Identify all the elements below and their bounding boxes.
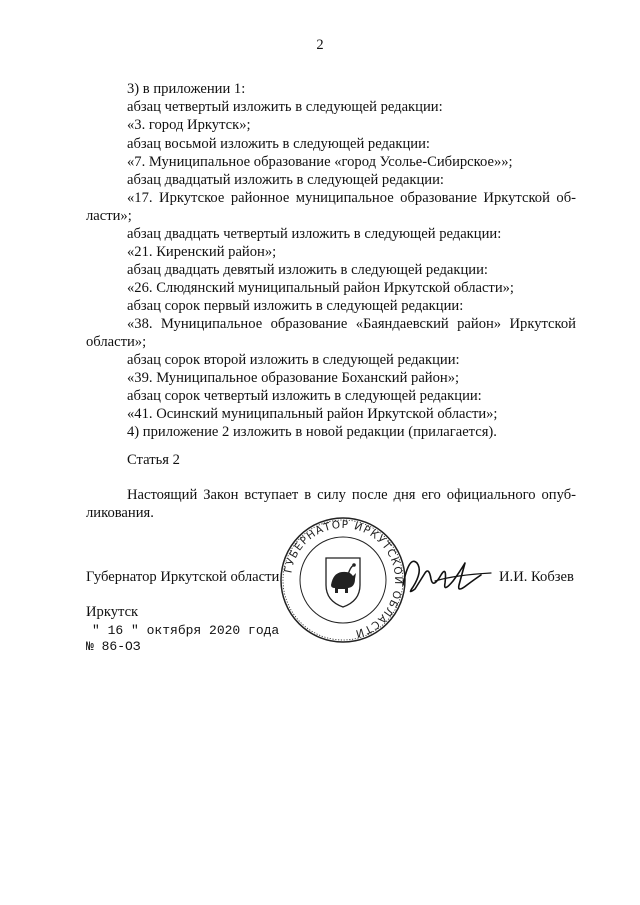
article-heading: Статья 2 <box>127 452 180 468</box>
body-line: «26. Слюдянский муниципальный район Иркутской области»; <box>127 280 514 296</box>
body-line: абзац двадцать девятый изложить в следующей редакции: <box>127 262 488 278</box>
governor-title: Губернатор Иркутской области <box>86 569 280 585</box>
body-line: абзац двадцатый изложить в следующей редакции: <box>127 172 444 188</box>
official-seal <box>278 515 408 645</box>
city: Иркутск <box>86 604 139 620</box>
date-line: " 16 " октября 2020 года <box>92 623 280 638</box>
body-line: абзац сорок первый изложить в следующей редакции: <box>127 298 464 314</box>
body-line: области»; <box>86 334 147 350</box>
body-line: ласти»; <box>86 208 132 224</box>
body-line: 3) в приложении 1: <box>127 81 246 97</box>
page-number: 2 <box>316 37 324 53</box>
closing-line: Настоящий Закон вступает в силу после дня его официального опуб- <box>127 487 576 503</box>
closing-line: ликования. <box>86 505 154 521</box>
signature <box>395 545 505 605</box>
body-line: «38. Муниципальное образование «Баяндаевский район» Иркутской <box>127 316 576 332</box>
seal-text: ГУБЕРНАТОР ИРКУТСКОЙ ОБЛАСТИ <box>282 518 405 640</box>
law-number: № 86-ОЗ <box>86 639 141 654</box>
body-line: «17. Иркутское районное муниципальное образование Иркутской об- <box>127 190 576 206</box>
body-line: «3. город Иркутск»; <box>127 117 251 133</box>
governor-name: И.И. Кобзев <box>499 569 574 585</box>
body-line: «21. Киренский район»; <box>127 244 277 260</box>
body-line: абзац восьмой изложить в следующей редакции: <box>127 136 430 152</box>
body-line: 4) приложение 2 изложить в новой редакции (прилагается). <box>127 424 497 440</box>
body-line: абзац сорок четвертый изложить в следующей редакции: <box>127 388 482 404</box>
body-line: «7. Муниципальное образование «город Усолье-Сибирское»»; <box>127 154 513 170</box>
body-line: абзац сорок второй изложить в следующей редакции: <box>127 352 460 368</box>
body-line: «39. Муниципальное образование Боханский район»; <box>127 370 460 386</box>
body-line: абзац четвертый изложить в следующей редакции: <box>127 99 443 115</box>
body-line: «41. Осинский муниципальный район Иркутской области»; <box>127 406 498 422</box>
body-line: абзац двадцать четвертый изложить в следующей редакции: <box>127 226 502 242</box>
